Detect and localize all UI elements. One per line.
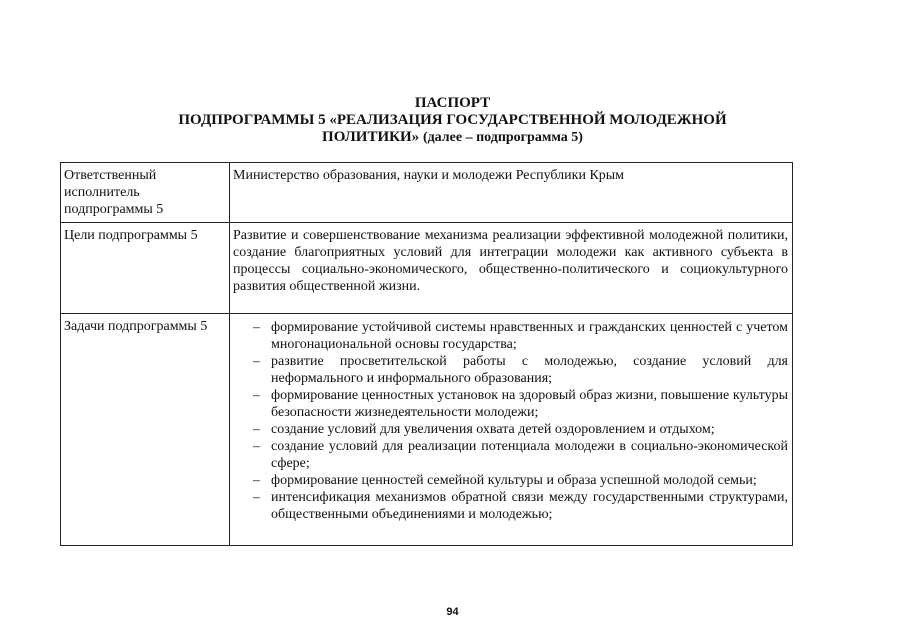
list-item: [253, 438, 788, 472]
row-value-goals: Развитие и совершенствование механизма реализации эффективной молодежной политики, создание благоприятных условий для интеграции молодежи как активного субъекта в процессы социально-экономического, общественно-политического и социокультурного развития общественной жизни.: [230, 223, 793, 314]
task-text: формирование ценностей семейной культуры и образа успешной молодой семьи;: [271, 473, 757, 488]
passport-table: [60, 162, 793, 546]
dash-bullet: –: [253, 422, 260, 437]
document-title: [0, 95, 905, 146]
title-line-policy: [0, 129, 905, 146]
row-value-executor: Министерство образования, науки и молодежи Республики Крым: [230, 163, 793, 223]
table-row-tasks: [61, 314, 793, 546]
row-label-tasks: Задачи подпрограммы 5: [61, 314, 230, 546]
title-note: (далее – подпрограмма 5): [422, 130, 583, 145]
dash-bullet: –: [253, 388, 260, 403]
dash-bullet: –: [253, 473, 260, 488]
task-text: создание условий для увеличения охвата детей оздоровлением и отдыхом;: [271, 422, 715, 437]
row-label-executor: Ответственный исполнитель подпрограммы 5: [61, 163, 230, 223]
title-line-subprogram: ПОДПРОГРАММЫ 5 «РЕАЛИЗАЦИЯ ГОСУДАРСТВЕННОЙ МОЛОДЕЖНОЙ: [178, 112, 727, 128]
task-text: формирование ценностных установок на здоровый образ жизни, повышение культуры безопасности жизнедеятельности молодежи;: [271, 388, 788, 420]
list-item: [253, 472, 788, 489]
list-item: [253, 421, 788, 438]
dash-bullet: –: [253, 320, 260, 335]
task-list: [233, 319, 788, 523]
list-item: [253, 353, 788, 387]
table-row-executor: [61, 163, 793, 223]
dash-bullet: –: [253, 354, 260, 369]
title-line-passport: ПАСПОРТ: [414, 95, 491, 111]
list-item: [253, 319, 788, 353]
task-text: формирование устойчивой системы нравственных и гражданских ценностей с учетом многонациональной основы государства;: [271, 320, 788, 352]
row-value-tasks: [230, 314, 793, 546]
title-policy-word: ПОЛИТИКИ»: [322, 129, 420, 145]
list-item: [253, 489, 788, 523]
table-row-goals: [61, 223, 793, 314]
dash-bullet: –: [253, 490, 260, 505]
row-label-goals: Цели подпрограммы 5: [61, 223, 230, 314]
dash-bullet: –: [253, 439, 260, 454]
task-text: создание условий для реализации потенциала молодежи в социально-экономической сфере;: [271, 439, 788, 471]
task-text: интенсификация механизмов обратной связи между государственными структурами, общественными объединениями и молодежью;: [271, 490, 788, 522]
list-item: [253, 387, 788, 421]
task-text: развитие просветительской работы с молодежью, создание условий для неформального и информального образования;: [271, 354, 788, 386]
page-number: 94: [446, 606, 459, 618]
